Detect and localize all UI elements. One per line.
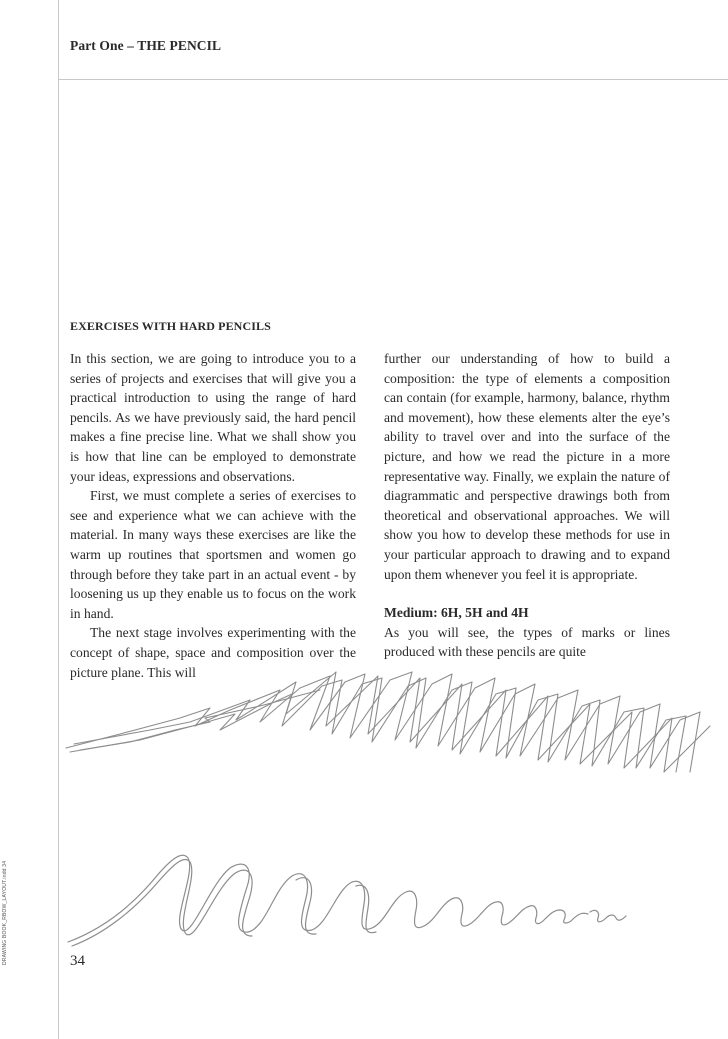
header-rule xyxy=(59,79,728,80)
wave-pencil-sketch xyxy=(60,838,728,950)
right-paragraph-2: As you will see, the types of marks or lines produced with these pencils are quite xyxy=(384,624,670,660)
section-title: EXERCISES WITH HARD PENCILS xyxy=(70,319,271,333)
right-paragraph-1: further our understanding of how to build a composition: the type of elements a composition can contain (for example, harmony, balance, rhythm and movement), how these elements alter the eye’s ability to travel over and into the surface of the picture, and how we read the picture in a more representative way. Finally, we explain the nature of diagrammatic and perspective drawings both from theoretical and observational approaches. We will show you how to develop these methods for use in your particular approach to drawing and to expand upon them whenever you feel it is appropriate. xyxy=(384,351,670,582)
page-number: 34 xyxy=(70,953,85,969)
left-margin-rule xyxy=(58,0,59,1039)
left-paragraph-1: In this section, we are going to introduce you to a series of projects and exercises that will give you a practical introduction to using the range of hard pencils. As we have previously said, the hard pencil makes a fine precise line. What we shall show you is how that line can be employed to demonstrate your ideas, expressions and observations. xyxy=(70,351,356,484)
right-column xyxy=(384,349,670,662)
zigzag-pencil-sketch xyxy=(60,660,728,775)
left-column xyxy=(70,349,356,682)
medium-subheading: Medium: 6H, 5H and 4H xyxy=(384,605,529,621)
left-paragraph-3: The next stage involves experimenting with the concept of shape, space and composition over the picture plane. This will xyxy=(70,625,356,680)
left-paragraph-2: First, we must complete a series of exercises to see and experience what we can achieve with the material. In many ways these exercises are like the warm up routines that sportsmen and women go through before they take part in an actual event - by loosening us up they enable us to focus on the work in hand. xyxy=(70,488,356,621)
print-slug: DRAWING BOOK_RBOW_LAYOUT.indd 34 xyxy=(2,860,8,965)
running-header: Part One – THE PENCIL xyxy=(70,38,222,53)
